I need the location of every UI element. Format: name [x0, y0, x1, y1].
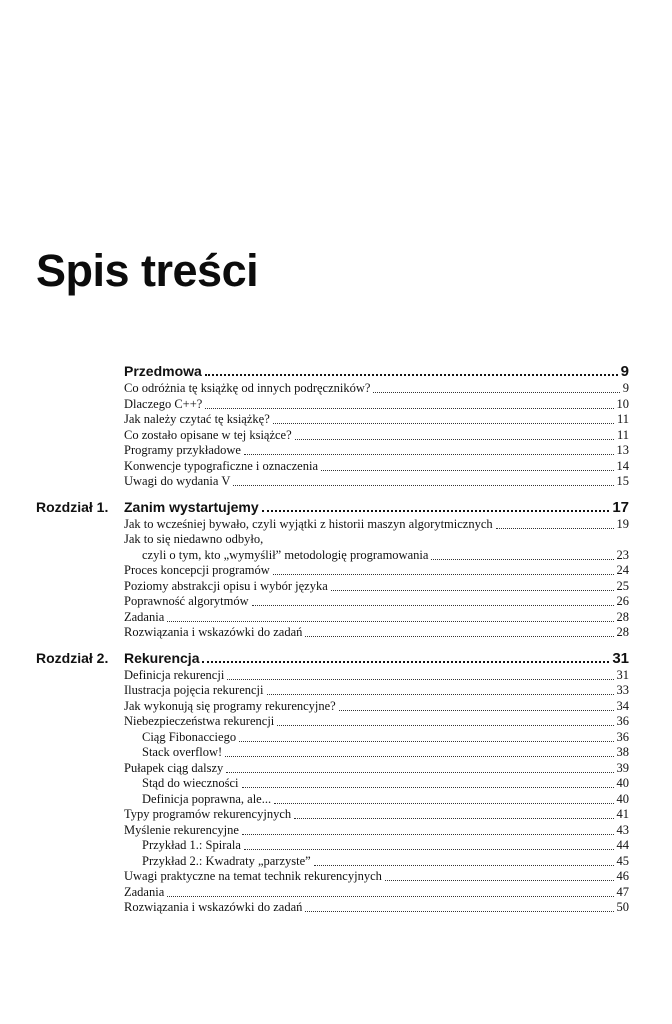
toc-entry — [142, 548, 629, 563]
toc-entry — [124, 683, 629, 698]
entry-title: Zadania — [124, 609, 165, 624]
entry-title: Pułapek ciąg dalszy — [124, 760, 224, 775]
toc-entry — [124, 428, 629, 443]
toc-entry — [124, 517, 629, 532]
entry-title: Stąd do wieczności — [142, 776, 239, 790]
page-number: 31 — [612, 649, 629, 667]
toc-entry — [124, 761, 629, 776]
page-number: 36 — [616, 729, 629, 744]
toc-entry — [142, 776, 629, 791]
page-number: 23 — [616, 547, 629, 562]
page-number: 40 — [616, 791, 629, 806]
page-number: 28 — [616, 625, 629, 639]
entry-title: Przykład 2.: Kwadraty „parzyste” — [142, 853, 311, 868]
entry-title: Poziomy abstrakcji opisu i wybór języka — [124, 578, 328, 593]
toc-entry — [124, 500, 629, 515]
toc-entry — [124, 807, 629, 822]
entry-title: Proces koncepcji programów — [124, 563, 270, 577]
toc-entry — [142, 792, 629, 807]
entry-title: Rozwiązania i wskazówki do zadań — [124, 625, 303, 639]
page-number: 41 — [616, 807, 629, 821]
entry-title: Jak należy czytać tę książkę? — [124, 412, 270, 426]
page-number: 11 — [616, 412, 629, 426]
toc-entry — [124, 610, 629, 625]
dot-leader — [431, 559, 613, 560]
page-number: 24 — [616, 563, 629, 577]
dot-leader — [273, 574, 614, 575]
toc-entry — [142, 745, 629, 760]
toc-entry — [124, 579, 629, 594]
entry-title: Ilustracja pojęcia rekurencji — [124, 683, 264, 697]
dot-leader — [252, 605, 614, 606]
toc-entry — [124, 885, 629, 900]
toc-entry — [142, 730, 629, 745]
page-number: 50 — [616, 900, 629, 914]
dot-leader — [205, 374, 618, 376]
entry-title: Stack overflow! — [142, 745, 223, 759]
page-number: 19 — [616, 516, 629, 531]
dot-leader — [274, 803, 613, 804]
chapter-label: Rozdział 1. — [36, 498, 109, 515]
entry-title: Co zostało opisane w tej książce? — [124, 427, 292, 442]
entry-title: Co odróżnia tę książkę od innych podręczników? — [124, 381, 371, 395]
chapter-title: Przedmowa — [124, 363, 202, 379]
dot-leader — [226, 772, 613, 773]
page-number: 11 — [616, 427, 629, 442]
dot-leader — [242, 787, 614, 788]
dot-leader — [294, 818, 613, 819]
toc-entry — [124, 668, 629, 683]
page-number: 34 — [616, 698, 629, 713]
entry-title: Dlaczego C++? — [124, 396, 203, 411]
toc-entry — [124, 651, 629, 666]
dot-leader — [225, 756, 613, 757]
toc-entry — [124, 364, 629, 379]
dot-leader — [244, 849, 614, 850]
toc-entry — [124, 443, 629, 458]
toc-entry — [124, 563, 629, 578]
page-number: 9 — [622, 381, 629, 395]
page-number: 15 — [616, 474, 629, 488]
toc-entry — [124, 869, 629, 884]
page-number: 36 — [616, 714, 629, 728]
dot-leader — [314, 865, 614, 866]
page-number: 26 — [616, 594, 629, 608]
dot-leader — [277, 725, 613, 726]
chapter-title: Rekurencja — [124, 649, 200, 666]
page-number: 40 — [616, 776, 629, 790]
entry-title: Jak to się niedawno odbyło, — [124, 532, 264, 546]
chapter-label: Rozdział 2. — [36, 649, 109, 666]
page-number: 28 — [616, 609, 629, 624]
entry-title: czyli o tym, kto „wymyślił” metodologię programowania — [142, 547, 429, 562]
page-number: 14 — [616, 458, 629, 473]
toc-entry — [124, 625, 629, 640]
dot-leader — [496, 528, 614, 529]
entry-title: Uwagi praktyczne na temat technik rekurencyjnych — [124, 869, 382, 883]
dot-leader — [385, 880, 614, 881]
dot-leader — [167, 896, 613, 897]
dot-leader — [305, 911, 613, 912]
dot-leader — [373, 392, 619, 393]
entry-title: Konwencje typograficzne i oznaczenia — [124, 458, 318, 473]
page-number: 13 — [616, 443, 629, 457]
entry-title: Jak wykonują się programy rekurencyjne? — [124, 698, 336, 713]
entry-title: Rozwiązania i wskazówki do zadań — [124, 900, 303, 914]
dot-leader — [305, 636, 613, 637]
page-number: 38 — [616, 745, 629, 759]
toc-entry — [124, 474, 629, 489]
dot-leader — [273, 423, 614, 424]
toc-entry — [124, 459, 629, 474]
entry-title: Uwagi do wydania V — [124, 474, 231, 488]
entry-title: Myślenie rekurencyjne — [124, 822, 239, 837]
page-number: 31 — [616, 667, 629, 682]
dot-leader — [339, 710, 614, 711]
entry-title: Poprawność algorytmów — [124, 594, 249, 608]
dot-leader — [262, 510, 610, 512]
page-number: 45 — [616, 853, 629, 868]
page-number: 43 — [616, 822, 629, 837]
page-number: 46 — [616, 869, 629, 883]
dot-leader — [295, 439, 614, 440]
entry-title: Niebezpieczeństwa rekurencji — [124, 714, 275, 728]
page-number: 47 — [616, 884, 629, 899]
page-number: 39 — [616, 760, 629, 775]
toc-entry — [124, 699, 629, 714]
dot-leader — [331, 590, 614, 591]
toc-entry — [142, 838, 629, 853]
dot-leader — [227, 679, 613, 680]
page-title: Spis treści — [36, 245, 259, 296]
toc-entry — [142, 854, 629, 869]
toc-entry — [124, 900, 629, 915]
toc-entry — [124, 594, 629, 609]
page-number: 25 — [616, 578, 629, 593]
dot-leader — [239, 741, 613, 742]
toc-entry — [124, 397, 629, 412]
page-number: 10 — [616, 396, 629, 411]
dot-leader — [267, 694, 614, 695]
entry-title: Przykład 1.: Spirala — [142, 838, 241, 852]
page-number: 33 — [616, 683, 629, 697]
toc-entry — [124, 381, 629, 396]
toc-entry — [124, 412, 629, 427]
entry-title: Definicja poprawna, ale... — [142, 791, 272, 806]
dot-leader — [202, 661, 609, 663]
page-number: 44 — [616, 838, 629, 852]
dot-leader — [242, 834, 614, 835]
dot-leader — [321, 470, 614, 471]
dot-leader — [205, 408, 613, 409]
dot-leader — [233, 485, 613, 486]
page-number: 9 — [620, 363, 629, 380]
page-number: 17 — [612, 498, 629, 516]
toc-entry — [124, 714, 629, 729]
entry-title: Programy przykładowe — [124, 443, 241, 457]
entry-title: Definicja rekurencji — [124, 667, 225, 682]
dot-leader — [244, 454, 614, 455]
entry-title: Ciąg Fibonacciego — [142, 729, 237, 744]
entry-title: Typy programów rekurencyjnych — [124, 807, 292, 821]
chapter-title: Zanim wystartujemy — [124, 498, 259, 515]
dot-leader — [167, 621, 613, 622]
entry-title: Jak to wcześniej bywało, czyli wyjątki z historii maszyn algorytmicznych — [124, 516, 493, 531]
toc-entry — [124, 823, 629, 838]
entry-title: Zadania — [124, 884, 165, 899]
